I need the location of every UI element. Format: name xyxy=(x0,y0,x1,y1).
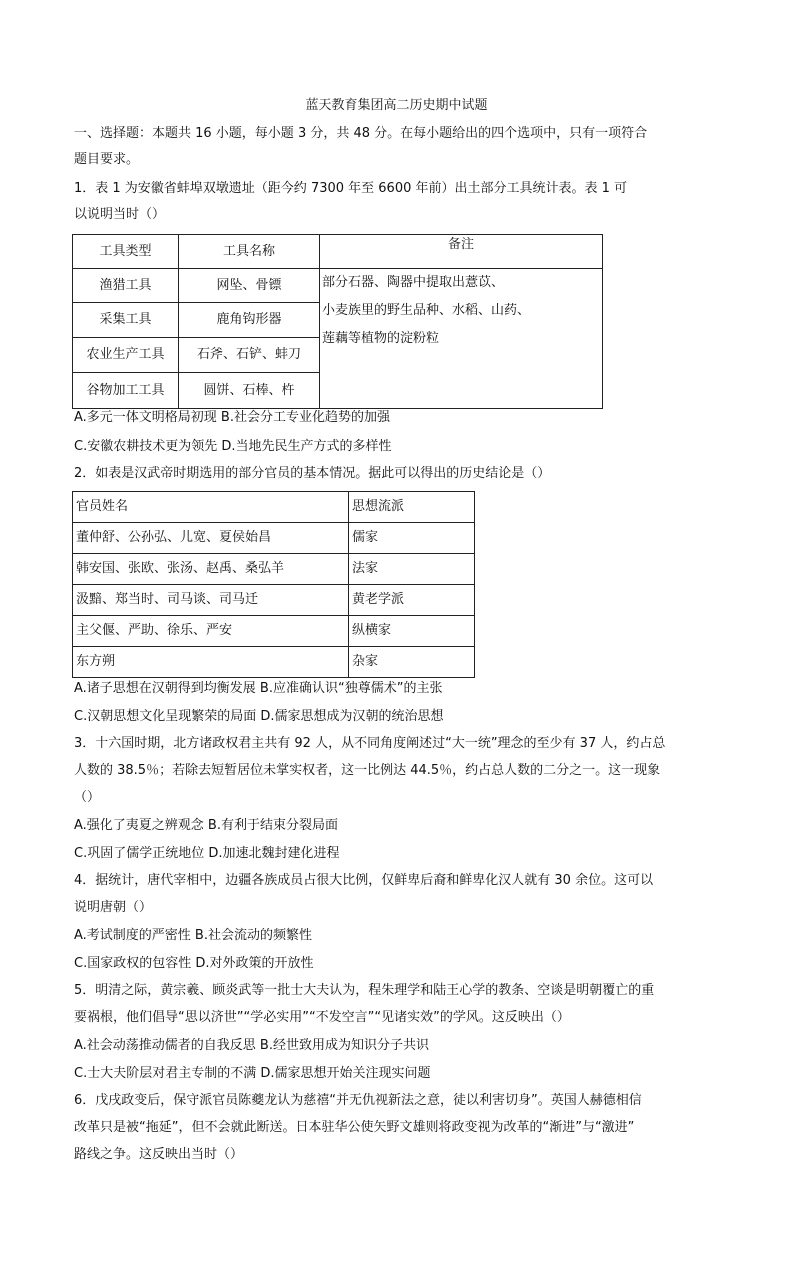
question-1-text-cont: 以说明当时（） xyxy=(74,207,166,222)
table-cell: 杂家 xyxy=(349,647,475,678)
question-4-options-ab: A.考试制度的严密性 B.社会流动的频繁性 xyxy=(74,928,312,943)
tools-table xyxy=(72,234,603,409)
table-cell: 纵横家 xyxy=(349,616,475,647)
question-5-text-cont: 要祸根，他们倡导“思以济世”“学必实用”“不发空言”“见诸实效”的学风。这反映出（） xyxy=(74,1010,570,1025)
table-header-cell: 备注 xyxy=(320,235,603,269)
table-cell: 董仲舒、公孙弘、儿宽、夏侯始昌 xyxy=(73,523,349,554)
question-2-options-ab: A.诸子思想在汉朝得到均衡发展 B.应准确认识“独尊儒术”的主张 xyxy=(74,681,443,696)
table-cell: 汲黯、郑当时、司马谈、司马迁 xyxy=(73,585,349,616)
question-5-text: 5．明清之际，黄宗羲、顾炎武等一批士大夫认为，程朱理学和陆王心学的教条、空谈是明朝覆亡的重 xyxy=(74,983,655,998)
table-cell: 鹿角钩形器 xyxy=(179,303,320,338)
question-3-text-cont: （） xyxy=(74,790,101,805)
table-header-cell: 思想流派 xyxy=(349,492,475,523)
question-2-options-cd: C.汉朝思想文化呈现繁荣的局面 D.儒家思想成为汉朝的统治思想 xyxy=(74,709,444,724)
table-cell: 主父偃、严助、徐乐、严安 xyxy=(73,616,349,647)
question-1-options-cd: C.安徽农耕技术更为领先 D.当地先民生产方式的多样性 xyxy=(74,439,392,454)
table-cell: 农业生产工具 xyxy=(73,338,179,373)
question-4-text: 4．据统计，唐代宰相中，边疆各族成员占很大比例，仅鲜卑后裔和鲜卑化汉人就有 30 余位。这可以 xyxy=(74,873,654,888)
question-3-text: 3．十六国时期，北方诸政权君主共有 92 人，从不同角度阐述过“大一统”理念的至少有 37 人，约占总 xyxy=(74,736,666,751)
table-cell: 石斧、石铲、蚌刀 xyxy=(179,338,320,373)
question-2-text: 2．如表是汉武帝时期选用的部分官员的基本情况。据此可以得出的历史结论是（） xyxy=(74,466,551,481)
table-cell: 黄老学派 xyxy=(349,585,475,616)
table-cell: 采集工具 xyxy=(73,303,179,338)
question-6-text-cont: 改革只是被“拖延”，但不会就此断送。日本驻华公使矢野文雄则将政变视为改革的“渐进”与“激进” xyxy=(74,1120,635,1135)
table-cell: 韩安国、张欧、张汤、赵禹、桑弘羊 xyxy=(73,554,349,585)
table-cell: 谷物加工工具 xyxy=(73,373,179,409)
table-note-line: 小麦族里的野生品种、水稻、山药、 xyxy=(322,303,531,318)
question-3-options-ab: A.强化了夷夏之辨观念 B.有利于结束分裂局面 xyxy=(74,818,338,833)
table-cell: 儒家 xyxy=(349,523,475,554)
question-5-options-ab: A.社会动荡推动儒者的自我反思 B.经世致用成为知识分子共识 xyxy=(74,1038,429,1053)
table-cell: 东方朔 xyxy=(73,647,349,678)
table-note-line: 部分石器、陶器中提取出薏苡、 xyxy=(322,275,505,290)
question-5-options-cd: C.士大夫阶层对君主专制的不满 D.儒家思想开始关注现实问题 xyxy=(74,1066,431,1081)
question-3-text-cont: 人数的 38.5％；若除去短暂居位未掌实权者，这一比例达 44.5％，约占总人数的二分之一。这一现象 xyxy=(74,763,661,778)
section-header-cont: 题目要求。 xyxy=(74,152,140,167)
table-note-cell xyxy=(320,269,603,409)
table-cell: 网坠、骨镖 xyxy=(179,269,320,303)
question-1-options-ab: A.多元一体文明格局初现 B.社会分工专业化趋势的加强 xyxy=(74,410,390,425)
table-header-cell: 工具名称 xyxy=(179,235,320,269)
question-6-text: 6．戊戌政变后，保守派官员陈夔龙认为慈禧“并无仇视新法之意，徒以利害切身”。英国人赫德相信 xyxy=(74,1093,642,1108)
table-header-cell: 官员姓名 xyxy=(73,492,349,523)
question-3-options-cd: C.巩固了儒学正统地位 D.加速北魏封建化进程 xyxy=(74,846,340,861)
section-header: 一、选择题：本题共 16 小题，每小题 3 分，共 48 分。在每小题给出的四个选项中，只有一项符合 xyxy=(74,126,648,141)
table-cell: 圆饼、石棒、杵 xyxy=(179,373,320,409)
exam-title: 蓝天教育集团高二历史期中试题 xyxy=(305,98,488,113)
question-4-options-cd: C.国家政权的包容性 D.对外政策的开放性 xyxy=(74,956,314,971)
question-4-text-cont: 说明唐朝（） xyxy=(74,900,153,915)
table-header-cell: 工具类型 xyxy=(73,235,179,269)
question-1-text: 1．表 1 为安徽省蚌埠双墩遗址（距今约 7300 年至 6600 年前）出土部分工具统计表。表 1 可 xyxy=(74,181,628,196)
table-cell: 法家 xyxy=(349,554,475,585)
question-6-text-cont: 路线之争。这反映出当时（） xyxy=(74,1147,244,1162)
officials-table xyxy=(72,491,475,678)
table-note-line: 莲藕等植物的淀粉粒 xyxy=(322,331,440,346)
table-cell: 渔猎工具 xyxy=(73,269,179,303)
